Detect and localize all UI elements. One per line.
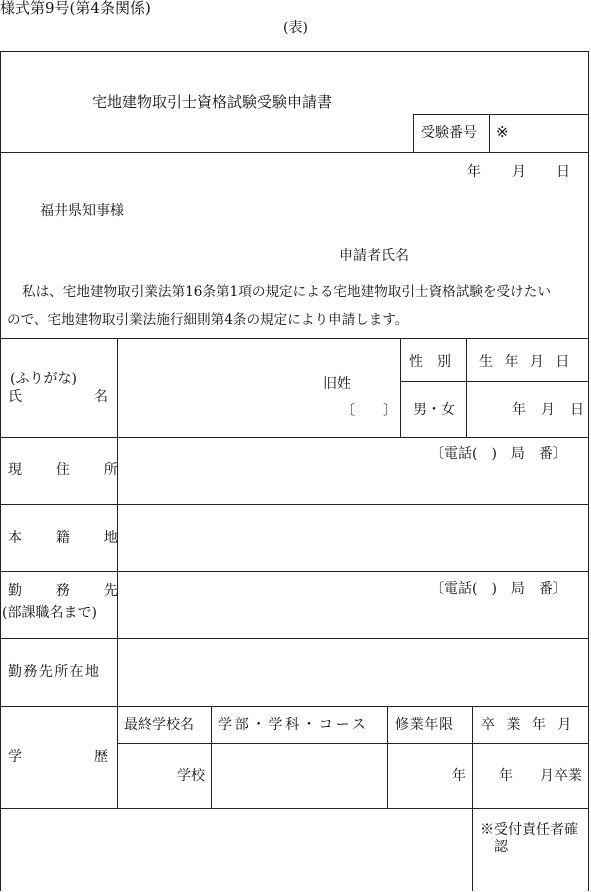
- birthdate-year: 年: [512, 402, 526, 418]
- date-month: 月: [512, 164, 526, 180]
- education-header-graduation: 卒 業 年 月: [481, 717, 575, 733]
- statement-line-1: 私は、宅地建物取引業法第16条第1項の規定による宅地建物取引士資格試験を受けたい: [22, 284, 551, 300]
- form-side-label: (表): [283, 20, 308, 36]
- addressee: 福井県知事様: [40, 203, 124, 219]
- form-number: 様式第9号(第4条関係): [0, 0, 151, 17]
- workplace-address-label: 勤務先所在地: [8, 664, 101, 680]
- reception-label-1: ※受付責任者確: [480, 822, 578, 838]
- birthdate-day: 日: [570, 402, 584, 418]
- furigana-label: (ふりがな): [10, 371, 77, 387]
- current-address-phone: 〔電話( ) 局 番〕: [430, 446, 567, 462]
- education-label-2: 歴: [94, 749, 108, 765]
- date-day: 日: [556, 164, 570, 180]
- name-label-2: 名: [94, 389, 108, 405]
- education-header-years: 修業年限: [395, 717, 454, 733]
- exam-number-label: 受験番号: [421, 125, 477, 141]
- name-label-1: 氏: [8, 389, 22, 405]
- education-header-school: 最終学校名: [124, 717, 194, 733]
- domicile-label: 本 籍 地: [8, 530, 133, 546]
- date-year: 年: [467, 164, 481, 180]
- education-label-1: 学: [8, 749, 22, 765]
- workplace-sublabel: (部課職名まで): [2, 605, 97, 621]
- education-graduation-month: 月卒業: [540, 768, 582, 784]
- applicant-name-label: 申請者氏名: [339, 248, 409, 264]
- gender-label: 性 別: [409, 354, 451, 370]
- statement-line-2: ので、宅地建物取引業法施行細則第4条の規定により申請します。: [7, 312, 409, 328]
- workplace-label: 勤 務 先: [8, 583, 133, 599]
- reception-label-2: 認: [494, 839, 508, 855]
- former-surname-brackets: 〔 〕: [341, 403, 397, 419]
- exam-number-mark: ※: [496, 123, 509, 141]
- education-school-suffix: 学校: [177, 768, 205, 784]
- former-surname-label: 旧姓: [323, 376, 351, 392]
- birthdate-month: 月: [541, 402, 555, 418]
- education-graduation-year: 年: [499, 768, 513, 784]
- workplace-phone: 〔電話( ) 局 番〕: [430, 581, 567, 597]
- education-years-suffix: 年: [452, 768, 466, 784]
- birthdate-label: 生 年 月 日: [479, 354, 573, 370]
- gender-options: 男・女: [413, 402, 455, 418]
- form-title: 宅地建物取引士資格試験受験申請書: [92, 93, 333, 111]
- education-header-faculty: 学部・学科・コース: [218, 717, 369, 733]
- current-address-label: 現 住 所: [8, 462, 133, 478]
